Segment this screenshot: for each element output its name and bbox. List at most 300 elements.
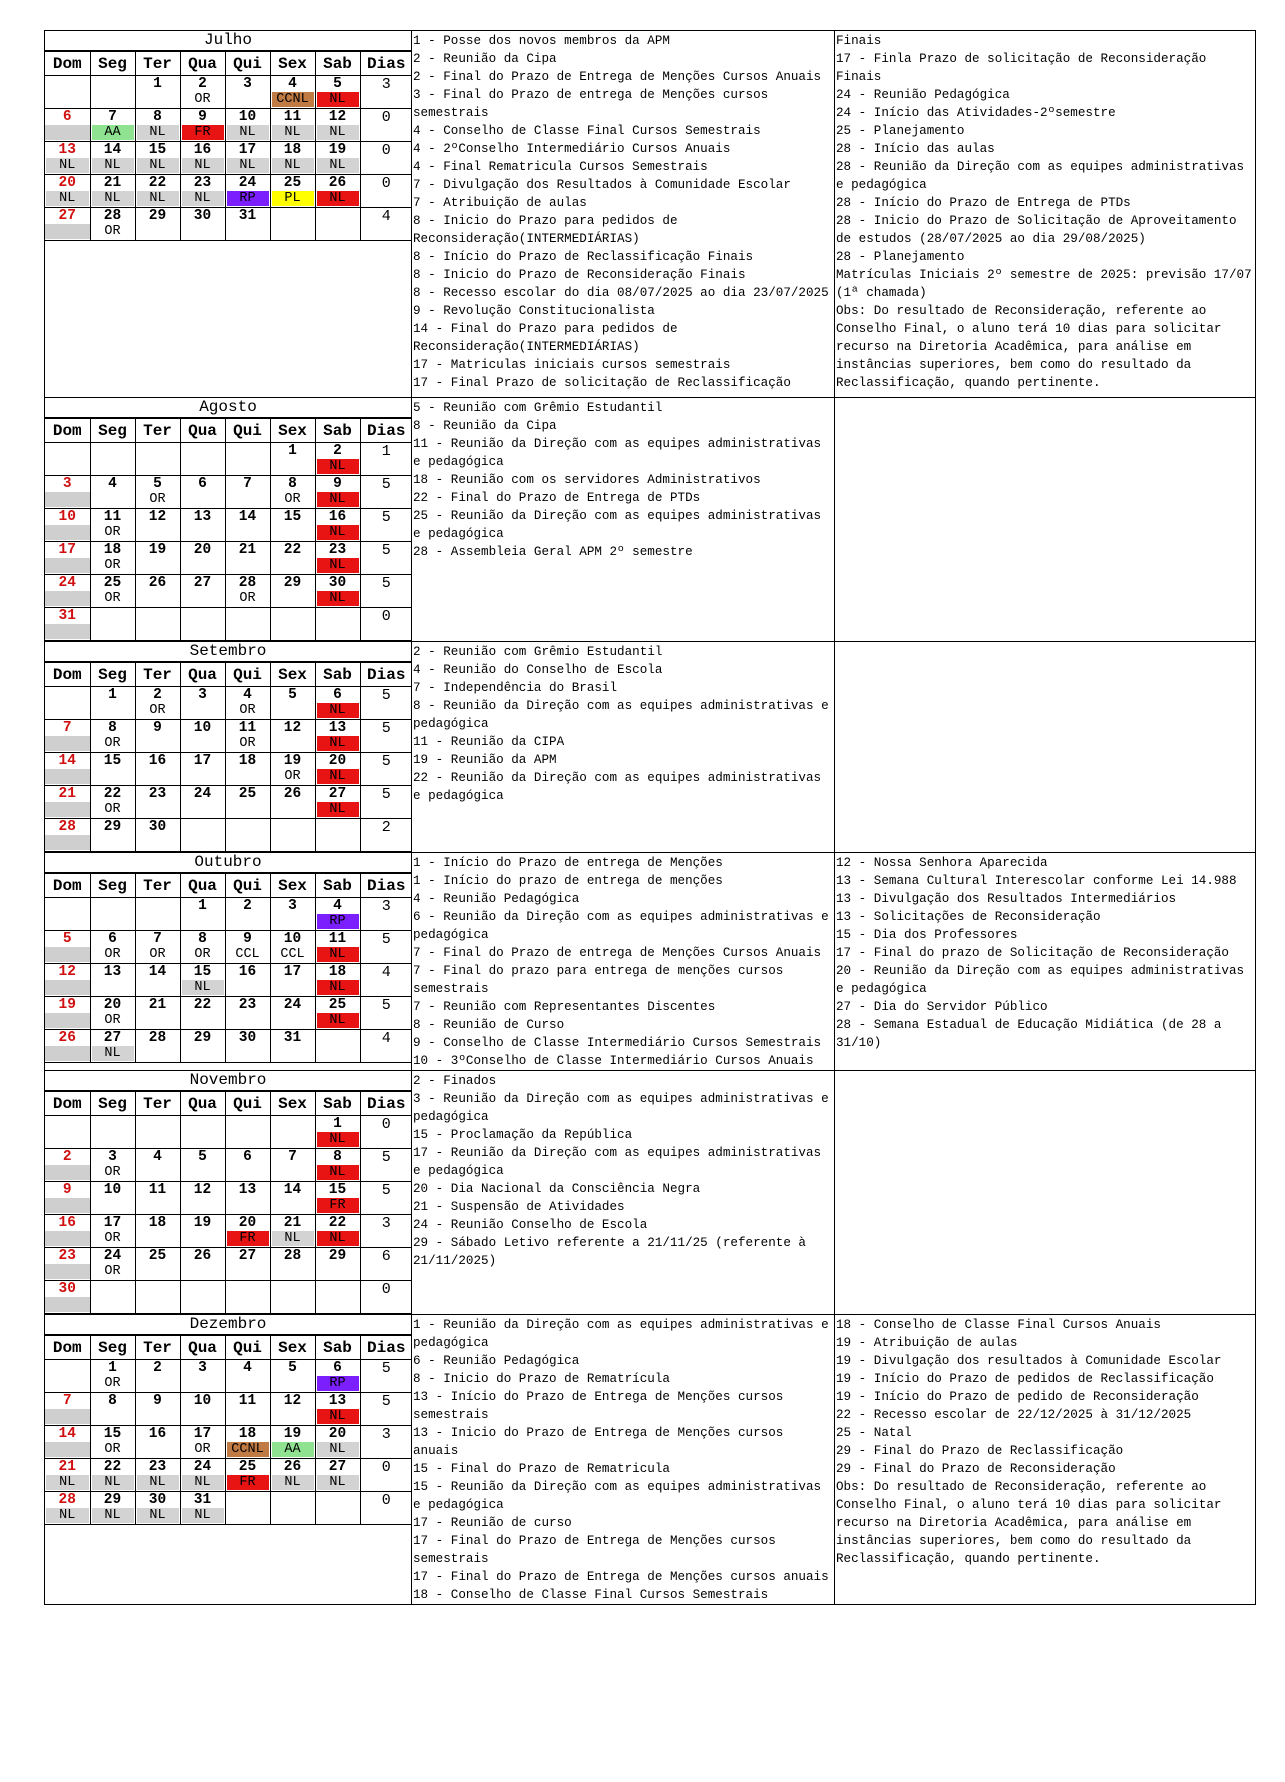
event-item: 2 - Reunião com Grêmio Estudantil — [413, 645, 663, 659]
day-tag: OR — [92, 1442, 134, 1457]
events-column-right — [835, 1071, 1258, 1314]
event-item: 17 - Finla Prazo de solicitação de Reconsideração Finais — [836, 52, 1214, 84]
empty-day-cell — [180, 1116, 225, 1149]
event-item: 2 - Finados — [413, 1074, 497, 1088]
event-item: 8 - Reunião da Direção com as equipes administrativas e pedagógica — [413, 699, 837, 731]
weekday-header: Dias — [360, 663, 412, 687]
empty-day-cell — [225, 443, 270, 476]
school-days-count: 3 — [360, 1426, 412, 1459]
day-number: 6 — [333, 1360, 342, 1376]
day-tag — [45, 835, 90, 850]
day-number: 18 — [238, 753, 257, 769]
week-row — [45, 1030, 412, 1063]
weekday-header: Seg — [90, 874, 135, 898]
weekday-header: Ter — [135, 1092, 180, 1116]
day-cell — [270, 687, 315, 720]
day-tag: FR — [317, 1198, 359, 1213]
month-grid — [45, 418, 412, 641]
day-tag — [45, 736, 90, 751]
day-number: 29 — [103, 819, 122, 835]
day-cell — [270, 509, 315, 542]
weekday-header: Sex — [270, 663, 315, 687]
day-number: 3 — [108, 1149, 117, 1165]
day-cell — [135, 687, 180, 720]
day-number: 1 — [288, 443, 297, 459]
day-cell — [315, 1149, 360, 1182]
day-cell — [315, 786, 360, 819]
event-item: 11 - Reunião da Direção com as equipes administrativas e pedagógica — [413, 437, 829, 469]
event-item: 18 - Conselho de Classe Final Cursos Semestrais — [413, 1588, 769, 1602]
week-row — [45, 1393, 412, 1426]
day-number: 19 — [283, 1426, 302, 1442]
day-tag: OR — [92, 1376, 134, 1391]
month-block-novembro — [45, 1071, 1255, 1315]
day-cell — [315, 1248, 360, 1281]
day-tag — [45, 1013, 90, 1028]
month-calendar — [45, 1315, 412, 1604]
school-days-count: 5 — [360, 687, 412, 720]
school-days-count: 1 — [360, 443, 412, 476]
day-number: 29 — [328, 1248, 347, 1264]
day-tag: NL — [317, 1013, 359, 1028]
event-item: 25 - Reunião da Direção com as equipes administrativas e pedagógica — [413, 509, 829, 541]
event-item: Matrículas Iniciais 2º semestre de 2025: previsão 17/07 (1ª chamada) — [836, 268, 1260, 300]
day-tag: NL — [317, 459, 359, 474]
event-item: 22 - Reunião da Direção com as equipes administrativas e pedagógica — [413, 771, 829, 803]
day-cell — [135, 142, 180, 175]
day-number: 19 — [58, 997, 76, 1013]
event-item: 8 - Reunião da Cipa — [413, 419, 557, 433]
weekday-header: Seg — [90, 419, 135, 443]
event-item: 9 - Revolução Constitucionalista — [413, 304, 655, 318]
event-item: 13 - Divulgação dos Resultados Intermediários — [836, 892, 1177, 906]
day-cell — [45, 1149, 90, 1182]
day-number: 27 — [193, 575, 212, 591]
day-number: 2 — [243, 898, 252, 914]
weekday-header: Sex — [270, 874, 315, 898]
month-block-agosto — [45, 398, 1255, 642]
empty-day-cell — [315, 1030, 360, 1063]
day-number: 25 — [238, 786, 257, 802]
weekday-header: Sab — [315, 663, 360, 687]
day-number: 27 — [328, 786, 347, 802]
day-tag: OR — [92, 591, 134, 606]
day-number: 24 — [238, 175, 257, 191]
day-tag: NL — [317, 802, 359, 817]
day-tag: NL — [46, 158, 89, 173]
day-number: 15 — [103, 1426, 122, 1442]
month-title: Outubro — [45, 853, 411, 873]
day-number: 5 — [198, 1149, 207, 1165]
week-row — [45, 443, 412, 476]
day-cell — [270, 76, 315, 109]
events-column-left — [412, 398, 835, 641]
day-cell — [180, 997, 225, 1030]
day-tag: OR — [92, 736, 134, 751]
day-number: 30 — [58, 1281, 76, 1297]
day-number: 8 — [288, 476, 297, 492]
day-number: 9 — [243, 931, 252, 947]
day-cell — [315, 175, 360, 208]
event-item: 20 - Reunião da Direção com as equipes administrativas e pedagógica — [836, 964, 1252, 996]
event-item: 29 - Sábado Letivo referente a 21/11/25 (referente à 21/11/2025) — [413, 1236, 814, 1268]
school-days-count: 5 — [360, 997, 412, 1030]
day-cell — [315, 1215, 360, 1248]
day-cell — [90, 542, 135, 575]
day-number: 26 — [283, 786, 302, 802]
day-tag: NL — [182, 1475, 224, 1490]
day-cell — [180, 142, 225, 175]
day-cell — [135, 720, 180, 753]
day-number: 16 — [148, 1426, 167, 1442]
event-item: 20 - Dia Nacional da Consciência Negra — [413, 1182, 701, 1196]
day-number: 2 — [153, 687, 162, 703]
day-cell — [180, 931, 225, 964]
day-cell — [270, 898, 315, 931]
day-cell — [90, 1492, 135, 1525]
day-cell — [135, 1248, 180, 1281]
events-column-left — [412, 31, 835, 397]
weekday-header: Qui — [225, 52, 270, 76]
empty-day-cell — [315, 819, 360, 852]
school-days-count: 5 — [360, 753, 412, 786]
day-cell — [225, 575, 270, 608]
school-days-count: 5 — [360, 786, 412, 819]
day-number: 25 — [103, 575, 122, 591]
day-number: 6 — [198, 476, 207, 492]
day-number: 24 — [193, 1459, 212, 1475]
day-tag: NL — [92, 1508, 134, 1523]
day-cell — [270, 142, 315, 175]
week-row — [45, 1248, 412, 1281]
week-row — [45, 109, 412, 142]
day-number: 20 — [103, 997, 122, 1013]
day-cell — [180, 175, 225, 208]
weekday-header: Seg — [90, 1092, 135, 1116]
day-tag: PL — [272, 191, 314, 206]
day-cell — [180, 687, 225, 720]
day-number: 9 — [333, 476, 342, 492]
weekday-header: Sab — [315, 874, 360, 898]
weekday-header: Ter — [135, 663, 180, 687]
day-number: 29 — [103, 1492, 122, 1508]
event-item: 5 - Reunião com Grêmio Estudantil — [413, 401, 663, 415]
day-cell — [90, 1248, 135, 1281]
empty-day-cell — [315, 208, 360, 241]
school-days-count: 0 — [360, 1281, 412, 1314]
day-number: 14 — [283, 1182, 302, 1198]
day-number: 8 — [153, 109, 162, 125]
day-number: 13 — [328, 1393, 347, 1409]
day-number: 31 — [238, 208, 257, 224]
day-cell — [225, 476, 270, 509]
blank-row — [45, 1525, 412, 1596]
event-item: 17 - Final do prazo de Solicitação de Reconsideração — [836, 946, 1229, 960]
day-cell — [270, 1426, 315, 1459]
day-cell — [45, 931, 90, 964]
event-item: 2 - Reunião da Cipa — [413, 52, 557, 66]
day-cell — [90, 931, 135, 964]
day-number: 14 — [103, 142, 122, 158]
event-item: 7 - Final do prazo para entrega de menções cursos semestrais — [413, 964, 791, 996]
day-cell — [180, 1149, 225, 1182]
day-cell — [180, 1360, 225, 1393]
weekday-header: Ter — [135, 1336, 180, 1360]
day-cell — [315, 1116, 360, 1149]
day-cell — [225, 1360, 270, 1393]
weekday-header: Sex — [270, 419, 315, 443]
school-days-count: 0 — [360, 142, 412, 175]
day-cell — [225, 542, 270, 575]
month-calendar — [45, 642, 412, 852]
day-cell — [315, 898, 360, 931]
day-cell — [135, 753, 180, 786]
empty-day-cell — [90, 1116, 135, 1149]
event-item: 24 - Reunião Pedagógica — [836, 88, 1010, 102]
day-tag: NL — [272, 1231, 314, 1246]
day-number: 9 — [153, 1393, 162, 1409]
day-number: 19 — [193, 1215, 212, 1231]
day-number: 1 — [198, 898, 207, 914]
empty-day-cell — [45, 1116, 90, 1149]
month-title: Agosto — [45, 398, 411, 418]
day-number: 30 — [193, 208, 212, 224]
day-number: 22 — [193, 997, 212, 1013]
day-number: 14 — [58, 753, 76, 769]
day-cell — [90, 1030, 135, 1063]
weekday-header: Qui — [225, 663, 270, 687]
day-number: 16 — [58, 1215, 76, 1231]
day-number: 21 — [283, 1215, 302, 1231]
day-cell — [180, 786, 225, 819]
month-title: Dezembro — [45, 1315, 411, 1335]
month-title: Julho — [45, 31, 411, 51]
day-cell — [225, 931, 270, 964]
day-number: 11 — [238, 720, 257, 736]
week-row — [45, 608, 412, 641]
day-tag: NL — [137, 125, 179, 140]
day-tag — [45, 1165, 90, 1180]
school-days-count: 5 — [360, 1393, 412, 1426]
day-number: 8 — [108, 720, 117, 736]
weekday-header-row — [45, 1336, 412, 1360]
day-number: 17 — [238, 142, 257, 158]
month-grid — [45, 1335, 412, 1595]
month-title: Novembro — [45, 1071, 411, 1091]
day-cell — [45, 142, 90, 175]
empty-day-cell — [90, 76, 135, 109]
weekday-header: Sex — [270, 1092, 315, 1116]
weekday-header: Dias — [360, 874, 412, 898]
day-tag: NL — [272, 158, 314, 173]
day-cell — [90, 142, 135, 175]
day-number: 18 — [238, 1426, 257, 1442]
day-cell — [45, 542, 90, 575]
weekday-header: Sab — [315, 1092, 360, 1116]
day-cell — [315, 109, 360, 142]
school-days-count: 5 — [360, 542, 412, 575]
day-number: 13 — [58, 142, 76, 158]
day-tag: AA — [92, 125, 134, 140]
event-item: 1 - Início do prazo de entrega de menções — [413, 874, 723, 888]
event-item: 9 - Conselho de Classe Intermediário Cursos Semestrais — [413, 1036, 822, 1050]
event-item: 13 - Semana Cultural Interescolar conforme Lei 14.988 — [836, 874, 1237, 888]
day-number: 23 — [58, 1248, 76, 1264]
day-number: 17 — [193, 1426, 212, 1442]
month-grid — [45, 662, 412, 852]
day-number: 15 — [193, 964, 212, 980]
day-number: 21 — [103, 175, 122, 191]
day-cell — [225, 1248, 270, 1281]
day-cell — [270, 476, 315, 509]
day-cell — [270, 1393, 315, 1426]
day-cell — [270, 720, 315, 753]
events-column-left — [412, 853, 835, 1070]
day-tag: NL — [317, 1409, 359, 1424]
event-item: 15 - Final do Prazo de Rematricula — [413, 1462, 670, 1476]
day-tag: NL — [46, 1508, 89, 1523]
day-cell — [270, 575, 315, 608]
day-tag: OR — [182, 947, 224, 962]
day-number: 6 — [108, 931, 117, 947]
day-number: 2 — [333, 443, 342, 459]
day-tag: NL — [137, 191, 179, 206]
weekday-header: Ter — [135, 52, 180, 76]
weekday-header-row — [45, 663, 412, 687]
day-number: 24 — [103, 1248, 122, 1264]
day-number: 18 — [103, 542, 122, 558]
day-number: 13 — [193, 509, 212, 525]
day-number: 28 — [238, 575, 257, 591]
school-days-count: 3 — [360, 1215, 412, 1248]
day-number: 3 — [62, 476, 72, 492]
day-cell — [135, 542, 180, 575]
event-item: 7 - Final do Prazo de entrega de Menções Cursos Anuais — [413, 946, 822, 960]
weekday-header: Sab — [315, 1336, 360, 1360]
day-number: 4 — [153, 1149, 162, 1165]
day-tag — [45, 1231, 90, 1246]
day-cell — [180, 1030, 225, 1063]
day-cell — [180, 542, 225, 575]
event-item: 3 - Final do Prazo de entrega de Menções cursos semestrais — [413, 88, 776, 120]
week-row — [45, 1116, 412, 1149]
day-cell — [270, 443, 315, 476]
day-number: 12 — [283, 720, 302, 736]
day-cell — [180, 1393, 225, 1426]
day-number: 26 — [328, 175, 347, 191]
month-grid — [45, 51, 412, 397]
day-cell — [90, 1215, 135, 1248]
event-item: 7 - Independência do Brasil — [413, 681, 618, 695]
day-tag: FR — [227, 1231, 269, 1246]
weekday-header: Dom — [45, 52, 90, 76]
day-number: 24 — [58, 575, 76, 591]
day-number: 13 — [328, 720, 347, 736]
event-item: 19 - Divulgação dos resultados à Comunidade Escolar — [836, 1354, 1222, 1368]
week-row — [45, 931, 412, 964]
day-cell — [90, 1393, 135, 1426]
school-days-count: 0 — [360, 109, 412, 142]
day-tag: NL — [317, 158, 359, 173]
day-tag — [45, 802, 90, 817]
day-cell — [90, 964, 135, 997]
day-tag: OR — [137, 947, 179, 962]
day-number: 17 — [58, 542, 76, 558]
day-number: 30 — [328, 575, 347, 591]
day-number: 1 — [333, 1116, 342, 1132]
day-number: 15 — [148, 142, 167, 158]
day-tag: NL — [317, 492, 359, 507]
day-cell — [90, 1149, 135, 1182]
week-row — [45, 997, 412, 1030]
event-item: 6 - Reunião da Direção com as equipes administrativas e pedagógica — [413, 910, 837, 942]
day-cell — [225, 720, 270, 753]
day-tag: NL — [227, 125, 269, 140]
weekday-header: Qua — [180, 52, 225, 76]
day-number: 28 — [58, 819, 76, 835]
event-item: 12 - Nossa Senhora Aparecida — [836, 856, 1048, 870]
day-tag: CCNL — [227, 1442, 269, 1457]
day-number: 9 — [198, 109, 207, 125]
school-days-count: 0 — [360, 175, 412, 208]
day-number: 9 — [153, 720, 162, 736]
day-number: 29 — [148, 208, 167, 224]
month-grid — [45, 1091, 412, 1314]
day-number: 30 — [148, 1492, 167, 1508]
weekday-header: Dias — [360, 52, 412, 76]
empty-day-cell — [225, 819, 270, 852]
day-cell — [180, 208, 225, 241]
event-item: 28 - Planejamento — [836, 250, 965, 264]
month-calendar — [45, 31, 412, 397]
day-cell — [270, 1182, 315, 1215]
day-cell — [270, 1215, 315, 1248]
event-item: 29 - Final do Prazo de Reconsideração — [836, 1462, 1116, 1476]
day-cell — [90, 208, 135, 241]
day-number: 3 — [243, 76, 252, 92]
day-cell — [270, 175, 315, 208]
day-tag: OR — [92, 1013, 134, 1028]
day-cell — [315, 1393, 360, 1426]
week-row — [45, 898, 412, 931]
month-block-outubro — [45, 853, 1255, 1071]
day-cell — [90, 109, 135, 142]
event-item: 25 - Natal — [836, 1426, 912, 1440]
day-number: 14 — [238, 509, 257, 525]
day-number: 27 — [238, 1248, 257, 1264]
day-number: 25 — [328, 997, 347, 1013]
event-item: 17 - Reunião de curso — [413, 1516, 572, 1530]
day-tag: NL — [317, 736, 359, 751]
day-number: 16 — [328, 509, 347, 525]
day-number: 10 — [103, 1182, 122, 1198]
day-cell — [90, 175, 135, 208]
day-cell — [90, 476, 135, 509]
day-number: 21 — [58, 786, 76, 802]
day-number: 24 — [193, 786, 212, 802]
day-cell — [135, 819, 180, 852]
week-row — [45, 1149, 412, 1182]
day-number: 9 — [62, 1182, 72, 1198]
day-tag: AA — [272, 1442, 314, 1457]
day-cell — [135, 1030, 180, 1063]
day-number: 22 — [103, 1459, 122, 1475]
month-block-dezembro — [45, 1315, 1255, 1604]
day-number: 4 — [243, 687, 252, 703]
day-cell — [270, 786, 315, 819]
day-number: 20 — [58, 175, 76, 191]
day-tag — [45, 1297, 90, 1312]
